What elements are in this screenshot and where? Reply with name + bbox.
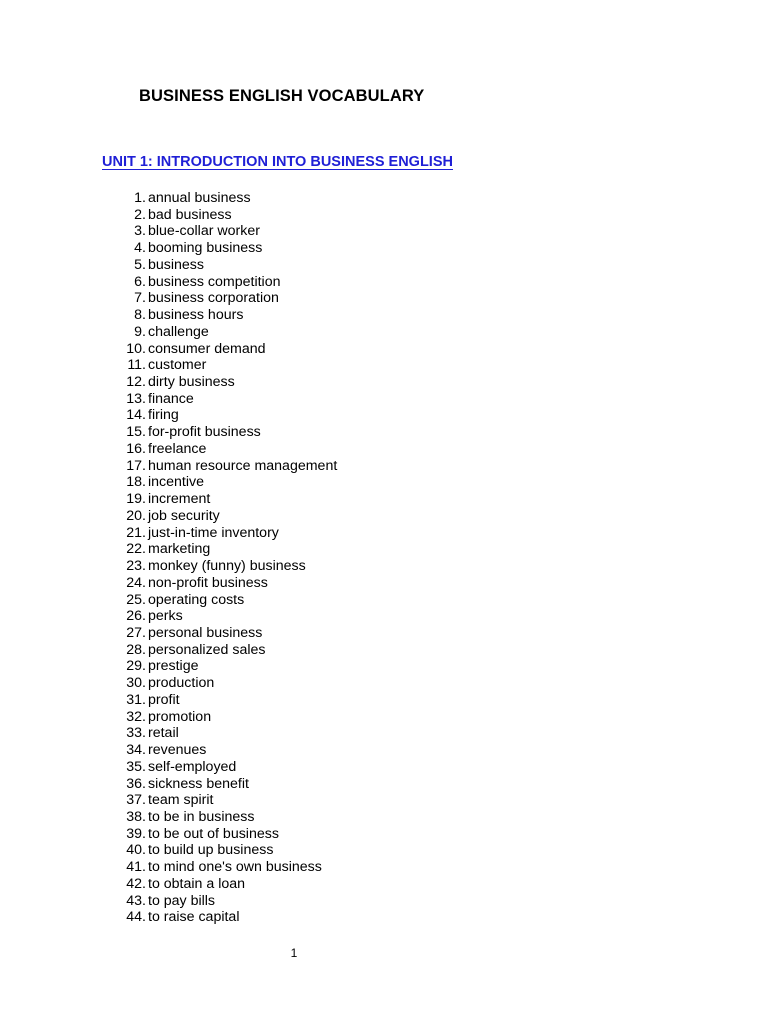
vocabulary-item (0, 374, 700, 391)
vocabulary-item-term: business hours (148, 307, 244, 324)
vocabulary-item (0, 792, 700, 809)
vocabulary-item (0, 207, 700, 224)
vocabulary-item-term: perks (148, 608, 183, 625)
vocabulary-item-term: promotion (148, 708, 212, 725)
vocabulary-item (0, 357, 700, 374)
vocabulary-item-number: 21. (126, 524, 146, 541)
vocabulary-item-number: 23. (126, 558, 146, 575)
vocabulary-item-number: 5. (134, 256, 146, 273)
vocabulary-item-number: 3. (134, 223, 146, 240)
vocabulary-item-term: retail (148, 725, 179, 742)
vocabulary-item-number: 13. (126, 390, 146, 407)
vocabulary-item (0, 558, 700, 575)
vocabulary-item-number: 42. (126, 875, 146, 892)
vocabulary-item-term: business (148, 256, 204, 273)
vocabulary-item-term: non-profit business (148, 574, 268, 591)
vocabulary-item (0, 508, 700, 525)
vocabulary-item-number: 17. (126, 457, 146, 474)
vocabulary-item-term: firing (148, 407, 179, 424)
vocabulary-item-number: 6. (134, 273, 146, 290)
page-number: 1 (290, 946, 298, 960)
vocabulary-item (0, 742, 700, 759)
vocabulary-item-term: customer (148, 357, 207, 374)
vocabulary-item-number: 11. (127, 357, 146, 374)
vocabulary-item-term: self-employed (148, 758, 237, 775)
vocabulary-item (0, 909, 700, 926)
vocabulary-item (0, 541, 700, 558)
vocabulary-item (0, 290, 700, 307)
vocabulary-item-number: 31. (126, 691, 146, 708)
vocabulary-item-number: 35. (126, 758, 146, 775)
vocabulary-item-number: 16. (126, 440, 146, 457)
vocabulary-item-term: freelance (148, 440, 207, 457)
unit-heading: UNIT 1: INTRODUCTION INTO BUSINESS ENGLISH (102, 154, 453, 170)
vocabulary-item (0, 592, 700, 609)
vocabulary-item (0, 826, 700, 843)
vocabulary-item (0, 240, 700, 257)
vocabulary-item-term: production (148, 675, 215, 692)
document-title: BUSINESS ENGLISH VOCABULARY (139, 87, 425, 105)
vocabulary-item-term: team spirit (148, 792, 214, 809)
vocabulary-item-term: to be out of business (148, 825, 279, 842)
vocabulary-item-number: 32. (126, 708, 146, 725)
vocabulary-item-term: personal business (148, 624, 263, 641)
vocabulary-item-term: to raise capital (148, 909, 240, 926)
vocabulary-item-term: consumer demand (148, 340, 266, 357)
vocabulary-item-number: 8. (134, 307, 146, 324)
vocabulary-item-term: business corporation (148, 290, 279, 307)
vocabulary-item-number: 30. (126, 675, 146, 692)
vocabulary-item-number: 44. (126, 909, 146, 926)
vocabulary-item-term: monkey (funny) business (148, 558, 306, 575)
vocabulary-item-term: operating costs (148, 591, 245, 608)
vocabulary-item (0, 575, 700, 592)
vocabulary-item-term: booming business (148, 240, 263, 257)
vocabulary-item-number: 36. (126, 775, 146, 792)
vocabulary-item-term: business competition (148, 273, 281, 290)
vocabulary-item-term: blue-collar worker (148, 223, 260, 240)
vocabulary-item-term: to build up business (148, 842, 274, 859)
vocabulary-item-number: 1. (134, 190, 146, 206)
vocabulary-item-term: to mind one's own business (148, 859, 322, 876)
vocabulary-item-term: dirty business (148, 374, 235, 391)
vocabulary-item-number: 24. (126, 574, 146, 591)
vocabulary-item (0, 642, 700, 659)
vocabulary-item (0, 491, 700, 508)
vocabulary-item-term: bad business (148, 206, 232, 223)
vocabulary-item-number: 22. (126, 541, 146, 558)
vocabulary-item-number: 2. (134, 206, 146, 223)
vocabulary-item-term: personalized sales (148, 641, 266, 658)
vocabulary-item (0, 759, 700, 776)
vocabulary-item-term: challenge (148, 323, 209, 340)
vocabulary-item-number: 39. (126, 825, 146, 842)
vocabulary-item-number: 25. (126, 591, 146, 608)
vocabulary-item (0, 525, 700, 542)
vocabulary-item-number: 7. (134, 290, 146, 307)
vocabulary-item (0, 709, 700, 726)
vocabulary-item (0, 223, 700, 240)
vocabulary-item (0, 274, 700, 291)
vocabulary-item (0, 625, 700, 642)
vocabulary-item-term: incentive (148, 474, 204, 491)
vocabulary-item-number: 41. (126, 859, 146, 876)
vocabulary-item-number: 33. (126, 725, 146, 742)
vocabulary-item-number: 18. (126, 474, 146, 491)
vocabulary-item (0, 257, 700, 274)
vocabulary-item-number: 15. (126, 424, 146, 441)
vocabulary-item (0, 341, 700, 358)
vocabulary-item-term: finance (148, 390, 194, 407)
vocabulary-item (0, 658, 700, 675)
vocabulary-item-number: 28. (126, 641, 146, 658)
vocabulary-item-term: annual business (148, 190, 251, 206)
vocabulary-item-number: 29. (126, 658, 146, 675)
vocabulary-item-number: 12. (126, 374, 146, 391)
vocabulary-item (0, 441, 700, 458)
vocabulary-item (0, 675, 700, 692)
vocabulary-item (0, 893, 700, 910)
vocabulary-item (0, 424, 700, 441)
vocabulary-item (0, 842, 700, 859)
vocabulary-item-number: 27. (126, 624, 146, 641)
vocabulary-item-number: 26. (126, 608, 146, 625)
vocabulary-item-number: 38. (126, 809, 146, 825)
vocabulary-item-number: 4. (134, 240, 146, 257)
vocabulary-item (0, 876, 700, 893)
vocabulary-item (0, 725, 700, 742)
vocabulary-item (0, 391, 700, 408)
vocabulary-item-number: 14. (126, 407, 146, 424)
vocabulary-item-number: 10. (126, 340, 146, 357)
vocabulary-item (0, 190, 700, 207)
vocabulary-item (0, 608, 700, 625)
vocabulary-item-term: to obtain a loan (148, 875, 246, 892)
vocabulary-item-term: prestige (148, 658, 199, 675)
vocabulary-item (0, 324, 700, 341)
vocabulary-item-term: marketing (148, 541, 211, 558)
vocabulary-item-number: 19. (126, 491, 146, 508)
vocabulary-item-number: 34. (126, 742, 146, 759)
vocabulary-item-term: profit (148, 691, 180, 708)
vocabulary-item (0, 407, 700, 424)
vocabulary-item-term: to be in business (148, 809, 255, 825)
vocabulary-item (0, 692, 700, 709)
vocabulary-item-term: job security (148, 507, 220, 524)
vocabulary-item-term: for-profit business (148, 424, 261, 441)
vocabulary-item-number: 9. (134, 323, 146, 340)
vocabulary-item (0, 776, 700, 793)
vocabulary-item (0, 458, 700, 475)
vocabulary-item-term: sickness benefit (148, 775, 249, 792)
vocabulary-item (0, 307, 700, 324)
vocabulary-item-number: 20. (126, 507, 146, 524)
vocabulary-item (0, 809, 700, 826)
vocabulary-item-term: to pay bills (148, 892, 216, 909)
vocabulary-item (0, 474, 700, 491)
vocabulary-item-number: 40. (126, 842, 146, 859)
vocabulary-item (0, 859, 700, 876)
vocabulary-item-term: increment (148, 491, 211, 508)
vocabulary-item-term: just-in-time inventory (148, 524, 279, 541)
vocabulary-item-number: 43. (126, 892, 146, 909)
vocabulary-item-term: human resource management (148, 457, 338, 474)
vocabulary-item-term: revenues (148, 742, 207, 759)
vocabulary-item-number: 37. (126, 792, 146, 809)
